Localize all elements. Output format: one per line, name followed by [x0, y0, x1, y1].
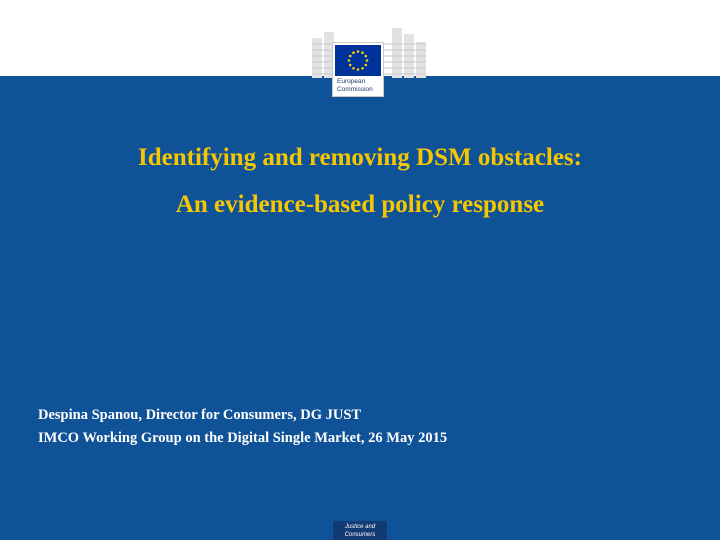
- logo-text-commission: Commission: [337, 86, 373, 93]
- event-line: IMCO Working Group on the Digital Single Market, 26 May 2015: [38, 430, 448, 446]
- european-commission-logo: [310, 18, 428, 98]
- logo-text-european: European: [337, 78, 366, 85]
- dg-badge-line1: Justice and: [344, 524, 376, 530]
- slide-title: Identifying and removing DSM obstacles:: [137, 144, 582, 171]
- commission-emblem: [332, 42, 384, 97]
- dg-badge-line2: Consumers: [344, 532, 376, 538]
- slide-subtitle: An evidence-based policy response: [175, 191, 545, 218]
- eu-flag-icon: [335, 45, 381, 76]
- dg-badge: [333, 521, 387, 540]
- speaker-line: Despina Spanou, Director for Consumers, DG JUST: [38, 407, 362, 423]
